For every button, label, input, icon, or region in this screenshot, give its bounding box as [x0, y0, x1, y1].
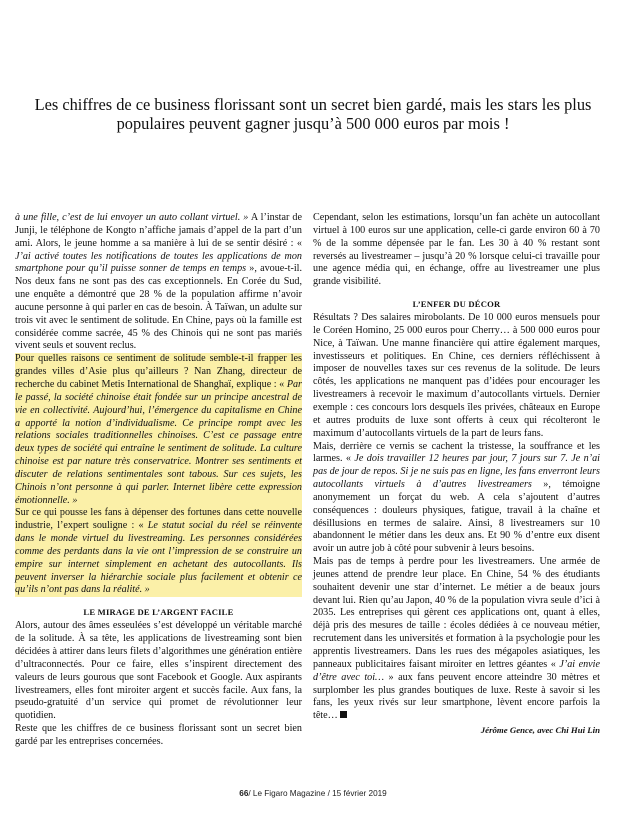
subhead-enfer: L’ENFER DU DÉCOR: [412, 299, 501, 310]
text-run: Pour quelles raisons ce sentiment de solitude semble-t-il frapper les grandes villes d’Asie plus qu’ailleurs ? Nan Zhang, directeur de recherche du cabinet Metis International de Shanghaï, explique : «: [15, 353, 302, 390]
quote-fragment: J’ai activé toutes les notifications de toutes les applications de mon smartphone pour qu’il puisse sonner de temps en temps: [15, 250, 302, 275]
subhead-mirage: LE MIRAGE DE L’ARGENT FACILE: [83, 607, 234, 618]
text-run: Mais pas de temps à perdre pour les livestreamers. Une armée de jeunes attend de prendre leur place. En Chine, 54 % des étudiants souhaitent devenir une star d’internet. Le métier a de beaux jours devant lui. Rien qu’au Japon, 40 % de la population vivra seule d’ici à 2035. Les entreprises qui gèrent ces applications ont, quant à elles, déjà pris des mesures de taille : écoles dédiées à ce nouveau métier, recrutement dans les universités et formation à la psychologie pour les apprentis livestreamers. Dans les rues des mégapoles asiatiques, les panneaux publicitaires faisant miroiter en lettres géantes «: [313, 556, 600, 670]
quote-fragment: J’ai envie d’être avec toi…: [313, 658, 600, 683]
text-run: Mais, derrière ce vernis se cachent la tristesse, la souffrance et les larmes. «: [313, 440, 600, 465]
text-run: » aux fans peuvent encore atteindre 30 mètres et surplomber les plus grandes boutiques de luxe. Reste à savoir si les fans, les yeux rivés sur leur smartphone, lèvent encore parfois la tête…: [313, 671, 600, 722]
right-paragraph-3: [313, 441, 600, 557]
page-footer: [0, 789, 626, 798]
page-number: 66: [239, 789, 249, 798]
article-headline: Les chiffres de ce business florissant sont un secret bien gardé, mais les stars les plus populaires peuvent gagner jusqu’à 500 000 euros par mois !: [34, 95, 592, 133]
author-signature: Jérôme Gence, avec Chi Hui Lin: [480, 725, 600, 736]
footer-publication: / Le Figaro Magazine / 15 février 2019: [248, 789, 387, 798]
right-paragraph-2: Résultats ? Des salaires mirobolants. De 10 000 euros mensuels pour le Coréen Homino, 25 000 euros pour Cherry… à 500 000 euros pour Nice, à Taïwan. Une manne financière qui attire également marques, investisseurs et politiques. En Chine, ces derniers réfléchissent à imposer de nouvelles taxes sur ces revenus de la solitude. De leurs côtés, les applications ne manquent pas d’idées pour encourager les livestreamers à recevoir le maximum d’autocollants virtuels. Dernier exemple : ces concours lors desquels îles privées, châteaux en Europe et autres produits de luxe sont offerts à ceux qui récolteront le maximum d’autocollants virtuels de la part de leurs fans.: [313, 312, 600, 439]
left-paragraph-3-highlighted: [15, 507, 302, 597]
quote-fragment: Je dois travailler 12 heures par jour, 7 jours sur 7. Je n’ai pas de jour de repos. Si je ne suis pas en ligne, les fans enverront leurs autocollants virtuels à d’autres livestreamers: [313, 453, 600, 491]
quote-fragment: Le statut social du réel se réinvente dans le monde virtuel du livestreaming. Les personnes considérées comme des perdants dans la vie ont l’impression de se construire un empire sur internet simplement en achetant des autocollants. Ils peuvent inverser la hiérarchie sociale plus facilement et obtenir ce qu’ils n’ont pas dans la réalité. »: [15, 520, 302, 596]
right-paragraph-4: [313, 556, 600, 723]
end-mark-icon: [340, 711, 347, 718]
text-run: Sur ce qui pousse les fans à dépenser des fortunes dans cette nouvelle industrie, l’expert souligne : «: [15, 507, 302, 532]
quote-fragment: à une fille, c’est de lui envoyer un auto collant virtuel. »: [15, 212, 249, 223]
left-column: [15, 212, 302, 749]
left-paragraph-2-highlighted: [15, 353, 302, 507]
left-paragraph-5: Reste que les chiffres de ce business florissant sont un secret bien gardé par les entreprises concernées.: [15, 723, 302, 747]
right-paragraph-1: Cependant, selon les estimations, lorsqu’un fan achète un autocollant virtuel à 100 euros sur une application, celle-ci garde environ 60 à 70 % de la somme dépensée par le fan. Les 30 à 40 % restant sont reversés au livestreamer – jusqu’à 20 % lorsque celui-ci travaille pour une agence média qui, en échange, offre au livestreamer une plus grande visibilité.: [313, 212, 600, 288]
text-run: A l’instar de Junji, le téléphone de Kongto n’affiche jamais d’appel de la part d’un ami. Alors, le jeune homme a sa manière à lui de se sentir désiré : «: [15, 212, 302, 249]
text-run: », avoue-t-il. Nos deux fans ne sont pas des cas exceptionnels. En Corée du Sud, une enquête a démontré que 28 % de la population affirme n’avoir aucune personne à qui parler en cas de besoin. À Taïwan, un adulte sur trois vit avec le sentiment de solitude. En Chine, pays où la famille est considérée comme sacrée, 45 % des Chinois qui ne sont pas mariés vivent seuls et souvent reclus.: [15, 263, 303, 352]
right-column: [313, 212, 600, 737]
text-run: », témoigne anonymement un forçat du web. A cela s’ajoutent d’autres conséquences : douleurs physiques, fatigue, travail à la chaîne et désillusions en termes de salaire. Ainsi, 8 livestreamers sur 10 abandonnent le métier dans les deux ans. Et 90 % d’entre eux disent avoir un autre job à côté pour subvenir à leurs besoins.: [313, 479, 600, 555]
left-paragraph-1: [15, 212, 302, 353]
left-paragraph-4: Alors, autour des âmes esseulées s’est développé un véritable marché de la solitude. À sa tête, les applications de livestreaming sont bien décidées à attirer dans leurs filets d’algorithmes une génération entière d’ultraconnectés. Pour ce faire, elles s’inspirent directement des valeurs de leurs gourous que sont Facebook et Google. Aux aspirants livestreamers, elles font miroiter argent et succès facile. Aux fans, la pseudo-gratuité d’un service qui promet de révolutionner leur quotidien.: [15, 620, 302, 722]
quote-fragment: Par le passé, la société chinoise était fondée sur un principe ancestral de vie en collectivité. Aujourd’hui, l’émergence du capitalisme en Chine a apporté la notion d’individualisme. Ce principe rompt avec les relations sociales traditionnelles chinoises. C’est ce passage entre deux types de société qui entraîne le sentiment de solitude. La culture chinoise est par nature très conservatrice. Montrer ses sentiments et discuter de relations sentimentales sont tabous. Sur ces sujets, les Chinois n’ont personne à qui parler. Internet libère cette expression émotionnelle. »: [15, 378, 302, 506]
